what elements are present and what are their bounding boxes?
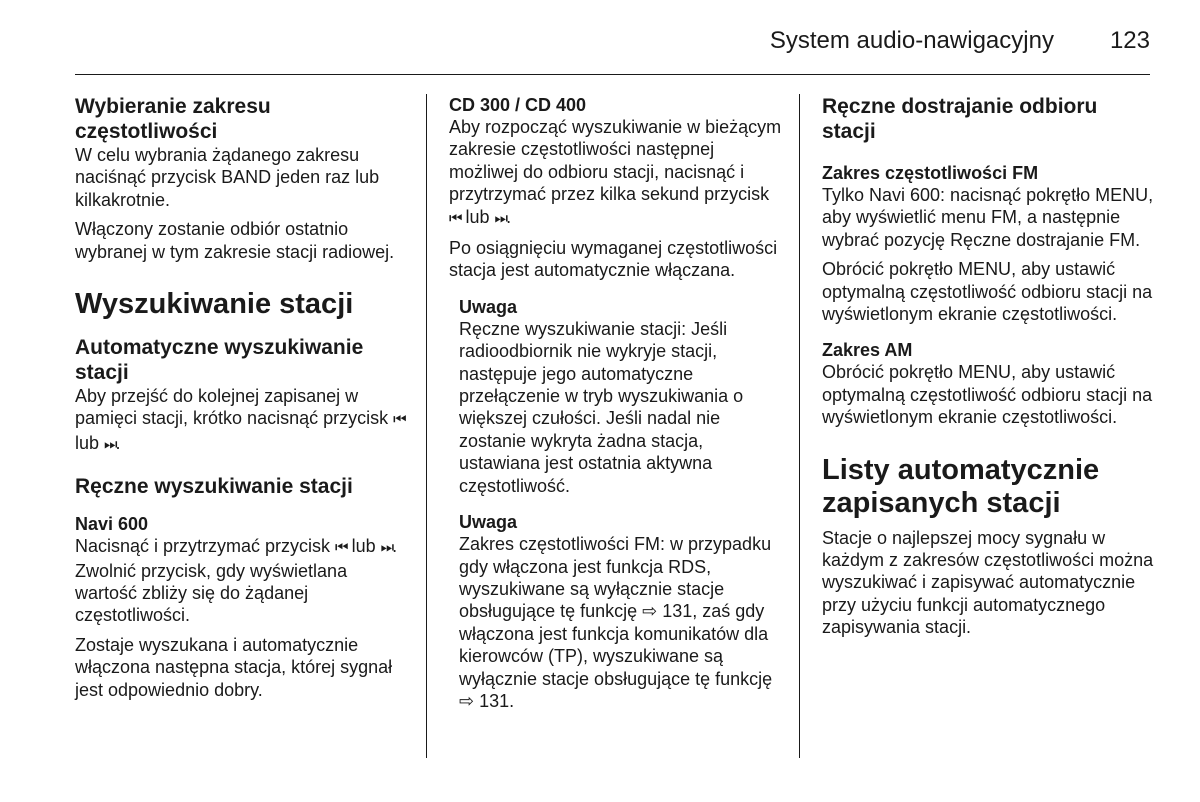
seek-forward-icon: ⏭: [380, 539, 393, 557]
paragraph: Stacje o najlepszej mocy sygnału w każdym z zakresów częstotliwości można wyszukiwać i zapisywać automatycznie przy użyciu funkcji automatycznego zapisywania stacji.: [822, 527, 1154, 638]
page-reference-arrow-icon: ⇨: [459, 690, 480, 711]
seek-back-icon: ⏮: [393, 411, 405, 429]
heading-manual-search: Ręczne wyszukiwanie stacji: [75, 475, 353, 499]
menu-item-label: Ręczne dostrajanie FM: [950, 229, 1136, 250]
text: .: [506, 206, 512, 227]
text: W celu wybrania żądanego zakresu naciśnąć przycisk: [75, 145, 360, 188]
text: , aby ustawić optymalną częstotliwość odbioru stacji na wyświetlonym ekranie częstotliwości.: [822, 362, 1153, 428]
menu-knob-label: MENU: [1095, 185, 1149, 205]
paragraph: Zostaje wyszukana i automatycznie włączona następna stacja, której sygnał jest odpowiednio dobry.: [75, 634, 393, 700]
seek-back-icon: ⏮: [449, 209, 461, 227]
note-text: [459, 533, 785, 712]
text: , aby wyświetlić menu FM, a następnie wybrać pozycję: [822, 185, 1154, 250]
note-title: Uwaga: [459, 296, 518, 317]
seek-forward-icon: ⏭: [104, 435, 116, 453]
heading-band: Wybieranie zakresu częstotliwości: [75, 95, 271, 143]
band-button-label: BAND: [221, 167, 272, 188]
text: lub: [75, 432, 105, 453]
text: Obrócić pokrętło: [822, 362, 959, 383]
text: , zaś gdy włączona jest funkcja komunikatów dla kierowców (TP), wyszukiwane są wyłącznie stacje obsługujące tę funkcję: [459, 601, 773, 689]
menu-knob-label: MENU: [958, 259, 1012, 280]
heading-navi-600: Navi 600: [75, 514, 149, 535]
paragraph: Po osiągnięciu wymaganej częstotliwości stacja jest automatycznie włączana.: [449, 238, 778, 281]
column-2: [449, 94, 785, 712]
text: Aby rozpocząć wyszukiwanie w bieżącym zakresie częstotliwości następnej możliwej do odbioru stacji, nacisnąć i przytrzymać przez kilka sekund przycisk: [449, 117, 782, 205]
header-title: System audio-nawigacyjny: [769, 27, 1054, 54]
text: .: [1135, 229, 1141, 250]
seek-forward-icon: ⏭: [494, 209, 507, 227]
text: Obrócić pokrętło: [822, 259, 959, 280]
text: Nacisnąć i przytrzymać przycisk: [75, 536, 336, 557]
heading-fine-tuning: Ręczne dostrajanie odbioru stacji: [822, 95, 1098, 143]
page-header: [770, 27, 1150, 55]
paragraph: Włączony zostanie odbiór ostatnio wybranej w tym zakresie stacji radiowej.: [75, 219, 395, 262]
paragraph: [449, 116, 785, 230]
note-text: Ręczne wyszukiwanie stacji: Jeśli radioodbiornik nie wykryje stacji, następuje jego automatyczne przełączenie w tryb wyszukiwania o większej czułości. Jeśli nadal nie zostanie wykryta żadna stacja, ustawiana jest ostatnia aktywna częstotliwość.: [459, 318, 744, 496]
column-3: [822, 94, 1156, 639]
paragraph: [75, 535, 407, 627]
paragraph: [75, 144, 407, 211]
seek-back-icon: ⏮: [335, 539, 347, 557]
paragraph: [822, 258, 1156, 325]
column-divider: [426, 94, 427, 758]
note-box: [449, 296, 785, 713]
text: Aby przejść do kolejnej zapisanej w pamięci stacji, krótko nacisnąć przycisk: [75, 386, 394, 429]
text: Zakres częstotliwości FM: w przypadku gdy włączona jest funkcja RDS, wyszukiwane są wyłącznie stacje obsługujące tę funkcję: [459, 534, 772, 622]
text: lub: [460, 206, 495, 227]
page-number: 123: [1109, 27, 1150, 54]
text: , aby ustawić optymalną częstotliwość odbioru stacji na wyświetlonym ekranie częstotliwości.: [822, 259, 1153, 325]
paragraph: [822, 361, 1156, 428]
paragraph: [822, 184, 1156, 251]
column-divider: [799, 94, 800, 758]
note-title: Uwaga: [459, 512, 518, 533]
text: . Zwolnić przycisk, gdy wyświetlana wartość zbliży się do żądanej częstotliwości.: [75, 536, 398, 626]
text: .: [509, 690, 515, 711]
page-reference-arrow-icon: ⇨: [642, 601, 663, 622]
menu-knob-label: MENU: [958, 362, 1012, 383]
heading-station-lists: Listy automatycznie zapisanych stacji: [822, 453, 1100, 519]
column-1: [75, 94, 407, 701]
text: .: [115, 432, 121, 453]
text: jeden raz lub kilkakrotnie.: [75, 167, 380, 210]
text: Tylko Navi 600: nacisnąć pokrętło: [822, 185, 1096, 205]
text: lub: [346, 536, 381, 557]
heading-cd: CD 300 / CD 400: [449, 95, 587, 115]
heading-search: Wyszukiwanie stacji: [75, 288, 354, 321]
heading-fm-range: Zakres częstotliwości FM: [822, 163, 1039, 183]
paragraph: [75, 385, 407, 456]
page-reference: 131: [479, 690, 510, 711]
page-reference: 131: [662, 601, 693, 622]
heading-auto-search: Automatyczne wyszukiwanie stacji: [75, 336, 364, 385]
heading-am-range: Zakres AM: [822, 340, 913, 361]
header-rule: [75, 74, 1150, 75]
